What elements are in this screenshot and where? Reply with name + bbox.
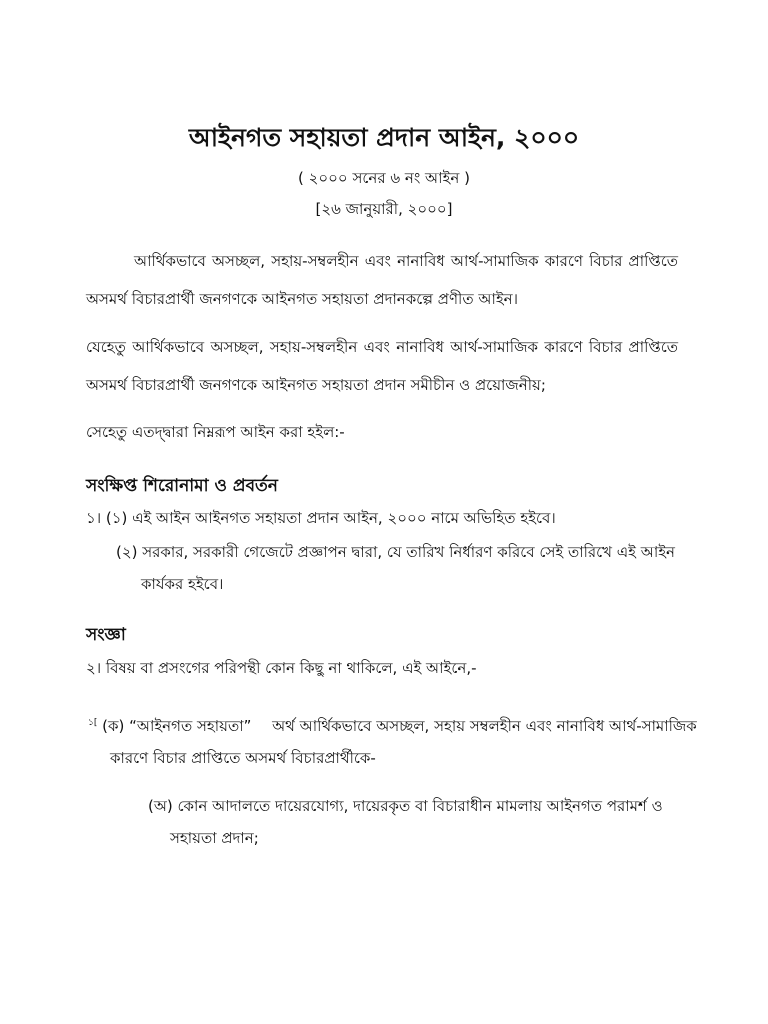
section1-clause2: (২) সরকার, সরকারী গেজেটে প্রজ্ঞাপন দ্বারা, যে তারিখ নির্ধারণ করিবে সেই তারিখে এই আইন কার্যকর হইবে।: [116, 543, 675, 593]
act-number: ( ২০০০ সনের ৬ নং আইন ): [298, 169, 470, 187]
act-date: [২৬ জানুয়ারী, ২০০০]: [315, 200, 453, 218]
definition-a: (অ) কোন আদালতে দায়েরযোগ্য, দায়েরকৃত বা বিচারাধীন মামলায় আইনগত পরামর্শ ও সহায়তা প্রদান;: [148, 797, 663, 847]
section1-heading: সংক্ষিপ্ত শিরোনামা ও প্রবর্তন: [86, 476, 278, 496]
document-title: আইনগত সহায়তা প্রদান আইন, ২০০০: [188, 123, 580, 152]
footnote-mark: ১[: [88, 718, 98, 728]
definition-k: [88, 707, 700, 774]
whereas-paragraph: যেহেতু আর্থিকভাবে অসচ্ছল, সহায়-সম্বলহীন এবং নানাবিধ আর্থ-সামাজিক কারণে বিচার প্রাপ্তিতে অসমর্থ বিচারপ্রার্থী জনগণকে আইনগত সহায়তা প্রদান সমীচীন ও প্রয়োজনীয়;: [86, 338, 678, 394]
section2-heading: সংজ্ঞা: [86, 625, 126, 645]
preamble-paragraph: আর্থিকভাবে অসচ্ছল, সহায়-সম্বলহীন এবং নানাবিধ আর্থ-সামাজিক কারণে বিচার প্রাপ্তিতে অসমর্থ বিচারপ্রার্থী জনগণকে আইনগত সহায়তা প্রদানকল্পে প্রণীত আইন।: [86, 252, 678, 308]
section2-intro: ২। বিষয় বা প্রসংগের পরিপন্থী কোন কিছু না থাকিলে, এই আইনে,-: [86, 659, 477, 677]
definition-k-term: (ক) “আইনগত সহায়তা”: [102, 717, 252, 735]
definition-k-text: অর্থ আর্থিকভাবে অসচ্ছল, সহায় সম্বলহীন এবং নানাবিধ আর্থ-সামাজিক কারণে বিচার প্রাপ্তিতে অসমর্থ বিচারপ্রার্থীকে-: [110, 717, 697, 767]
section1-clause1: ১। (১) এই আইন আইনগত সহায়তা প্রদান আইন, ২০০০ নামে অভিহিত হইবে।: [86, 509, 556, 527]
enactment-paragraph: সেহেতু এতদ্‌দ্বারা নিম্নরূপ আইন করা হইল:-: [86, 423, 345, 441]
